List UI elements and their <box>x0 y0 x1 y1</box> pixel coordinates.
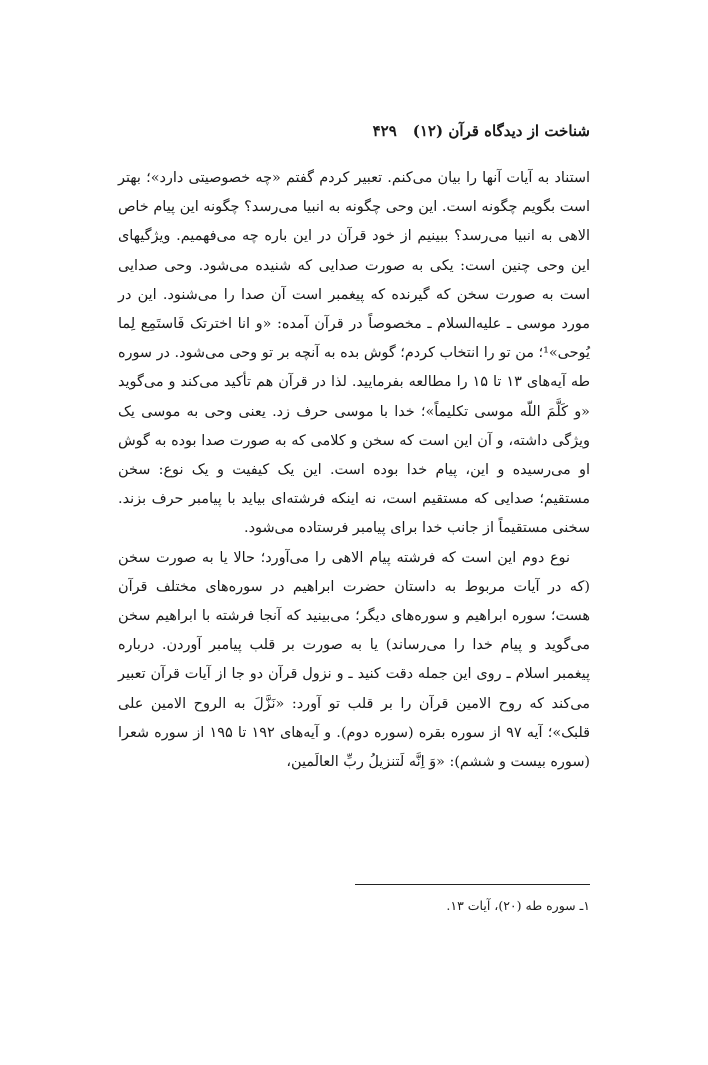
main-text <box>118 164 590 777</box>
footnote-divider <box>355 884 590 885</box>
running-header <box>118 118 590 144</box>
paragraph-1: استناد به آیات آنها را بیان می‌کنم. تعبیر کردم گفتم «چه خصوصیتی دارد»؛ بهتر است بگویم چگونه است. این وحی چگونه به انبیا می‌رسد؟ چگونه این پیام خاص الاهی به انبیا می‌رسد؟ ببینیم از خود قرآن در این باره چه می‌فهمیم. ویژگیهای این وحی چنین است: یکی به صورت صدایی که شنیده می‌شود. وحی صدایی است به صورت سخن که گیرنده که پیغمبر است آن صدا را می‌شنود. این در مورد موسی ـ علیه‌السلام ـ مخصوصاً در قرآن آمده: «و انا اخترتک فَاستَمِع لِما یُوحی»¹؛ من تو را انتخاب کردم؛ گوش بده به آنچه بر تو وحی می‌شود. در سوره طه آیه‌های ۱۳ تا ۱۵ را مطالعه بفرمایید. لذا در قرآن هم تأکید می‌کند و می‌گوید «و کَلَّمَ اللّه موسی تکلیماً»؛ خدا با موسی حرف زد. یعنی وحی به موسی یک ویژگی داشته، و آن این است که سخن و کلامی که به صورت صدا بوده به گوش او می‌رسیده و این، پیام خدا بوده است. این یک کیفیت و یک نوع: سخن مستقیم؛ صدایی که مستقیم است، نه اینکه فرشته‌ای بیاید با پیامبر حرف بزند. سخنی مستقیماً از جانب خدا برای پیامبر فرستاده می‌شود. <box>118 170 590 537</box>
page-number: ۴۲۹ <box>372 122 397 140</box>
header-title: شناخت از دیدگاه قرآن (۱۲) <box>412 122 590 140</box>
footnote: ۱ـ سوره طه (۲۰)، آیات ۱۳. <box>446 898 590 913</box>
paragraph-2: نوع دوم این است که فرشته پیام الاهی را می‌آورد؛ حالا یا به صورت سخن (که در آیات مربوط به داستان حضرت ابراهیم در سوره‌های مختلف قرآن هست؛ سوره ابراهیم و سوره‌های دیگر؛ می‌بینید که آنجا فرشته با ابراهیم سخن می‌گوید و پیام خدا را می‌رساند) یا به صورت بر قلب پیامبر آوردن. درباره پیغمبر اسلام ـ روی این جمله دقت کنید ـ و نزول قرآن دو جا از آیات قرآن تعبیر می‌کند که روح الامین قرآن را بر قلب تو آورد: «نَزَّلَ به الروح الامین علی قلبک»؛ آیه ۹۷ از سوره بقره (سوره دوم). و آیه‌های ۱۹۲ تا ۱۹۵ از سوره شعرا (سوره بیست و ششم): «وَ اِنَّه لَتنزیلُ ربِّ العالَمین، <box>118 549 590 771</box>
